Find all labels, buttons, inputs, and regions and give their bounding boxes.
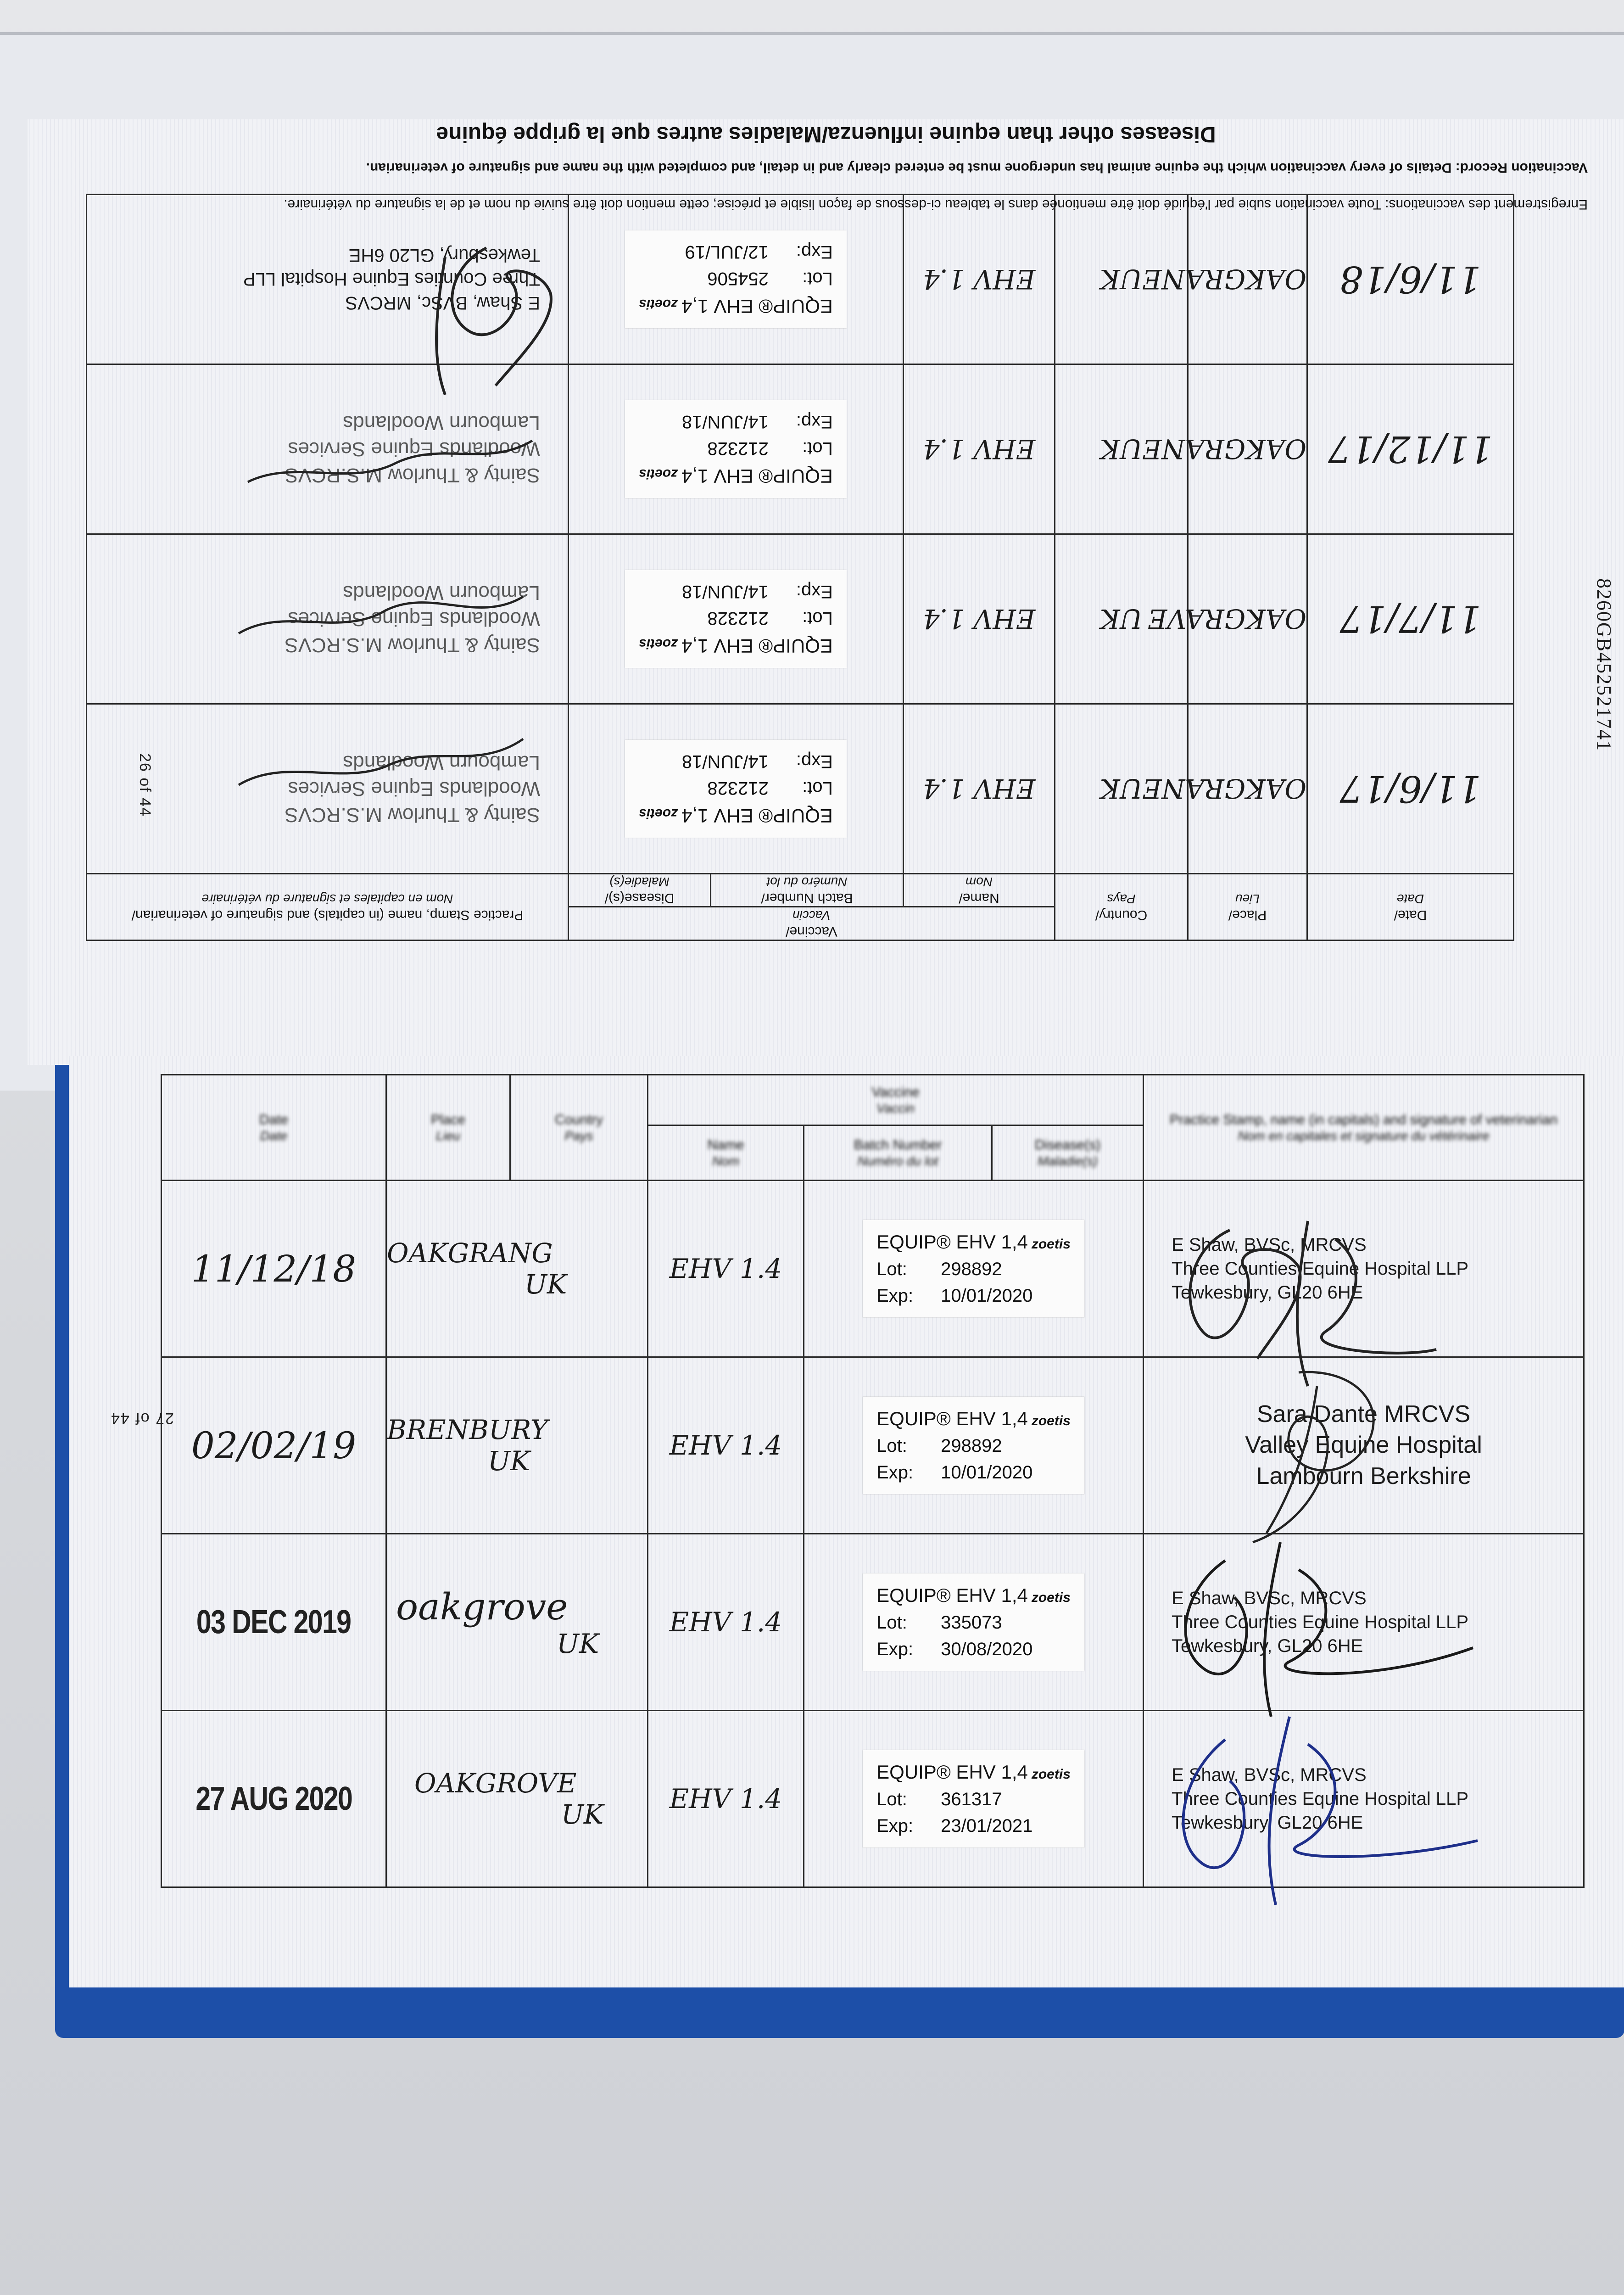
vaccine-name-cell: EHV 1.4 <box>922 433 1036 465</box>
place-cell: OAKGRANG <box>387 1237 553 1269</box>
table-row <box>86 704 1513 873</box>
vaccine-sticker: EQUIP® EHV 1,4zoetis Lot:212328 Exp:14/JUN/18 <box>625 740 847 838</box>
country-cell: UK <box>1100 773 1143 805</box>
vaccine-name-cell: EHV 1.4 <box>922 773 1036 805</box>
header-stamp: Practice Stamp, name (in capitals) and signature of veterinarian Nom en capitales et signature du vétérinaire <box>1144 1075 1584 1181</box>
date-cell: 11/7/17 <box>1339 597 1481 640</box>
header-vaccine: Vaccine Vaccin <box>648 1075 1144 1125</box>
vaccine-name-cell: EHV 1.4 <box>669 1253 782 1284</box>
place-cell: oakgrove <box>396 1585 568 1628</box>
place-cell: OAKGROVE <box>414 1768 577 1799</box>
vaccine-name-cell: EHV 1.4 <box>922 603 1036 635</box>
header-place: Place Lieu <box>386 1075 510 1181</box>
country-cell: UK <box>525 1269 567 1300</box>
vaccination-table-top <box>86 194 1514 941</box>
instructions-fr: Enregistrement des vaccinations: Toute vaccination subie par l'équidé doit être mentionée dans le tableau ci-dessous de façon lisible et précise; cette mention doit être suivie du nom et de la signature du vétérinaire. <box>284 197 1588 212</box>
header-batch: Batch Number Numéro du lot <box>804 1125 992 1181</box>
passport-side-code: 8260GB452521741 <box>1593 578 1615 752</box>
page-number: 26 of 44 <box>136 753 154 817</box>
vet-stamp: Sara Dante MRCVS Valley Equine Hospital Lambourn Berkshire <box>1245 1400 1482 1489</box>
place-cell: OAKGRANE <box>1142 433 1306 465</box>
vet-stamp: E Shaw, BVSc, MRCVS Three Counties Equine Hospital LLP Tewkesbury, GL20 6HE <box>243 245 540 313</box>
vet-stamp: E Shaw, BVSc, MRCVS Three Counties Equine Hospital LLP Tewkesbury, GL20 6HE <box>1172 1588 1469 1656</box>
expiry-date: 12/JUL/19 <box>685 241 769 262</box>
expiry-date: 23/01/2021 <box>941 1816 1033 1836</box>
place-cell: OAKGRANE <box>1142 773 1306 805</box>
header-stamp: Practice Stamp, name (in capitals) and signature of veterinarian/ Nom en capitales et signature du vétérinaire <box>86 873 568 940</box>
lot-number: 298892 <box>941 1436 1002 1456</box>
vet-stamp: E Shaw, BVSc, MRCVS Three Counties Equine Hospital LLP Tewkesbury, GL20 6HE <box>1172 1235 1469 1303</box>
vaccine-sticker: EQUIP® EHV 1,4zoetis Lot:212328 Exp:14/JUN/18 <box>625 400 847 498</box>
place-cell: OAKGRAVE <box>1148 603 1306 635</box>
header-country: Country/ Pays <box>1055 873 1188 940</box>
page-number: 27 of 44 <box>110 1409 174 1427</box>
vaccine-sticker: EQUIP® EHV 1,4 zoetis Lot: 361317 Exp: 23/01/2021 <box>863 1750 1084 1848</box>
lot-number: 212328 <box>707 608 769 628</box>
date-cell: 11/12/18 <box>191 1247 357 1290</box>
header-vaccine: Vaccine/ Vaccin <box>568 907 1055 940</box>
vaccine-name-cell: EHV 1.4 <box>669 1430 782 1461</box>
instructions-en: Vaccination Record: Details of every vaccination which the equine animal has undergone must be entered clearly and in detail, and completed with the name and signature of veterinarian. <box>366 160 1588 175</box>
expiry-date: 14/JUN/18 <box>681 581 769 602</box>
table-row <box>86 364 1513 534</box>
table-row <box>162 1711 1584 1887</box>
header-name: Name Nom <box>648 1125 804 1181</box>
header-batch: Batch Number/ Numéro du lot <box>711 873 904 907</box>
lot-number: 361317 <box>941 1789 1002 1810</box>
date-cell: 11/6/17 <box>1339 767 1481 810</box>
expiry-date: 30/08/2020 <box>941 1639 1033 1660</box>
vaccine-sticker: EQUIP® EHV 1,4 zoetis Lot: 298892 Exp: 10/01/2020 <box>863 1220 1084 1318</box>
vet-stamp: Sainty & Thurlow M.S.RCVS Woodlands Equine Services Lambourn Woodlands <box>285 751 540 827</box>
table-row <box>86 534 1513 704</box>
vaccine-sticker: EQUIP® EHV 1,4 zoetis Lot: 298892 Exp: 10/01/2020 <box>863 1397 1084 1495</box>
vet-stamp: Sainty & Thurlow M.S.RCVS Woodlands Equine Services Lambourn Woodlands <box>285 411 540 487</box>
lot-number: 212328 <box>707 438 769 459</box>
vaccine-name-cell: EHV 1.4 <box>669 1606 782 1638</box>
passport-page-26 <box>28 119 1624 1065</box>
vet-stamp: E Shaw, BVSc, MRCVS Three Counties Equine Hospital LLP Tewkesbury, GL20 6HE <box>1172 1765 1469 1833</box>
section-title: Diseases other than equine influenza/Maladies autres que la grippe équine <box>436 122 1216 146</box>
vaccine-name-cell: EHV 1.4 <box>669 1783 782 1814</box>
country-cell: UK <box>557 1628 599 1659</box>
header-country: Country Pays <box>510 1075 648 1181</box>
vaccine-name-cell: EHV 1.4 <box>922 263 1036 295</box>
place-cell: OAKGRANE <box>1142 263 1306 295</box>
country-cell: UK <box>1100 433 1143 465</box>
date-cell: 11/12/17 <box>1328 427 1493 470</box>
place-cell: BRENBURY <box>387 1414 548 1445</box>
vaccine-sticker: EQUIP® EHV 1,4zoetis Lot:212328 Exp:14/JUN/18 <box>625 570 847 668</box>
vet-stamp: Sainty & Thurlow M.S.RCVS Woodlands Equine Services Lambourn Woodlands <box>285 581 540 657</box>
expiry-date: 14/JUN/18 <box>681 411 769 432</box>
lot-number: 254506 <box>707 268 769 289</box>
header-date: Date/ Date <box>1307 873 1514 940</box>
country-cell: UK <box>561 1799 604 1830</box>
country-cell: UK <box>488 1445 530 1477</box>
expiry-date: 14/JUN/18 <box>681 751 769 772</box>
table-row <box>162 1534 1584 1711</box>
header-name: Name/ Nom <box>904 873 1055 907</box>
header-place: Place/ Lieu <box>1188 873 1307 940</box>
country-cell: UK <box>1100 603 1143 635</box>
date-cell: 11/6/18 <box>1339 257 1481 301</box>
expiry-date: 10/01/2020 <box>941 1286 1033 1306</box>
vaccine-sticker: EQUIP® EHV 1,4zoetis Lot:254506 Exp:12/JUL/19 <box>625 230 847 328</box>
passport-page-27 <box>69 1056 1624 1987</box>
date-cell: 27 AUG 2020 <box>195 1780 352 1817</box>
lot-number: 212328 <box>707 778 769 798</box>
lot-number: 298892 <box>941 1259 1002 1280</box>
date-cell: 02/02/19 <box>191 1424 357 1467</box>
table-row <box>86 194 1513 364</box>
date-cell: 03 DEC 2019 <box>196 1604 351 1640</box>
vaccination-table-bottom <box>161 1074 1585 1888</box>
lot-number: 335073 <box>941 1612 1002 1633</box>
expiry-date: 10/01/2020 <box>941 1462 1033 1483</box>
header-diseases: Disease(s) Maladie(s) <box>992 1125 1144 1181</box>
vaccine-sticker: EQUIP® EHV 1,4 zoetis Lot: 335073 Exp: 30/08/2020 <box>863 1573 1084 1671</box>
table-row <box>162 1181 1584 1357</box>
table-row <box>162 1357 1584 1534</box>
country-cell: UK <box>1100 263 1143 295</box>
header-date: Date Date <box>162 1075 386 1181</box>
header-diseases: Disease(s)/ Maladie(s) <box>568 873 710 907</box>
